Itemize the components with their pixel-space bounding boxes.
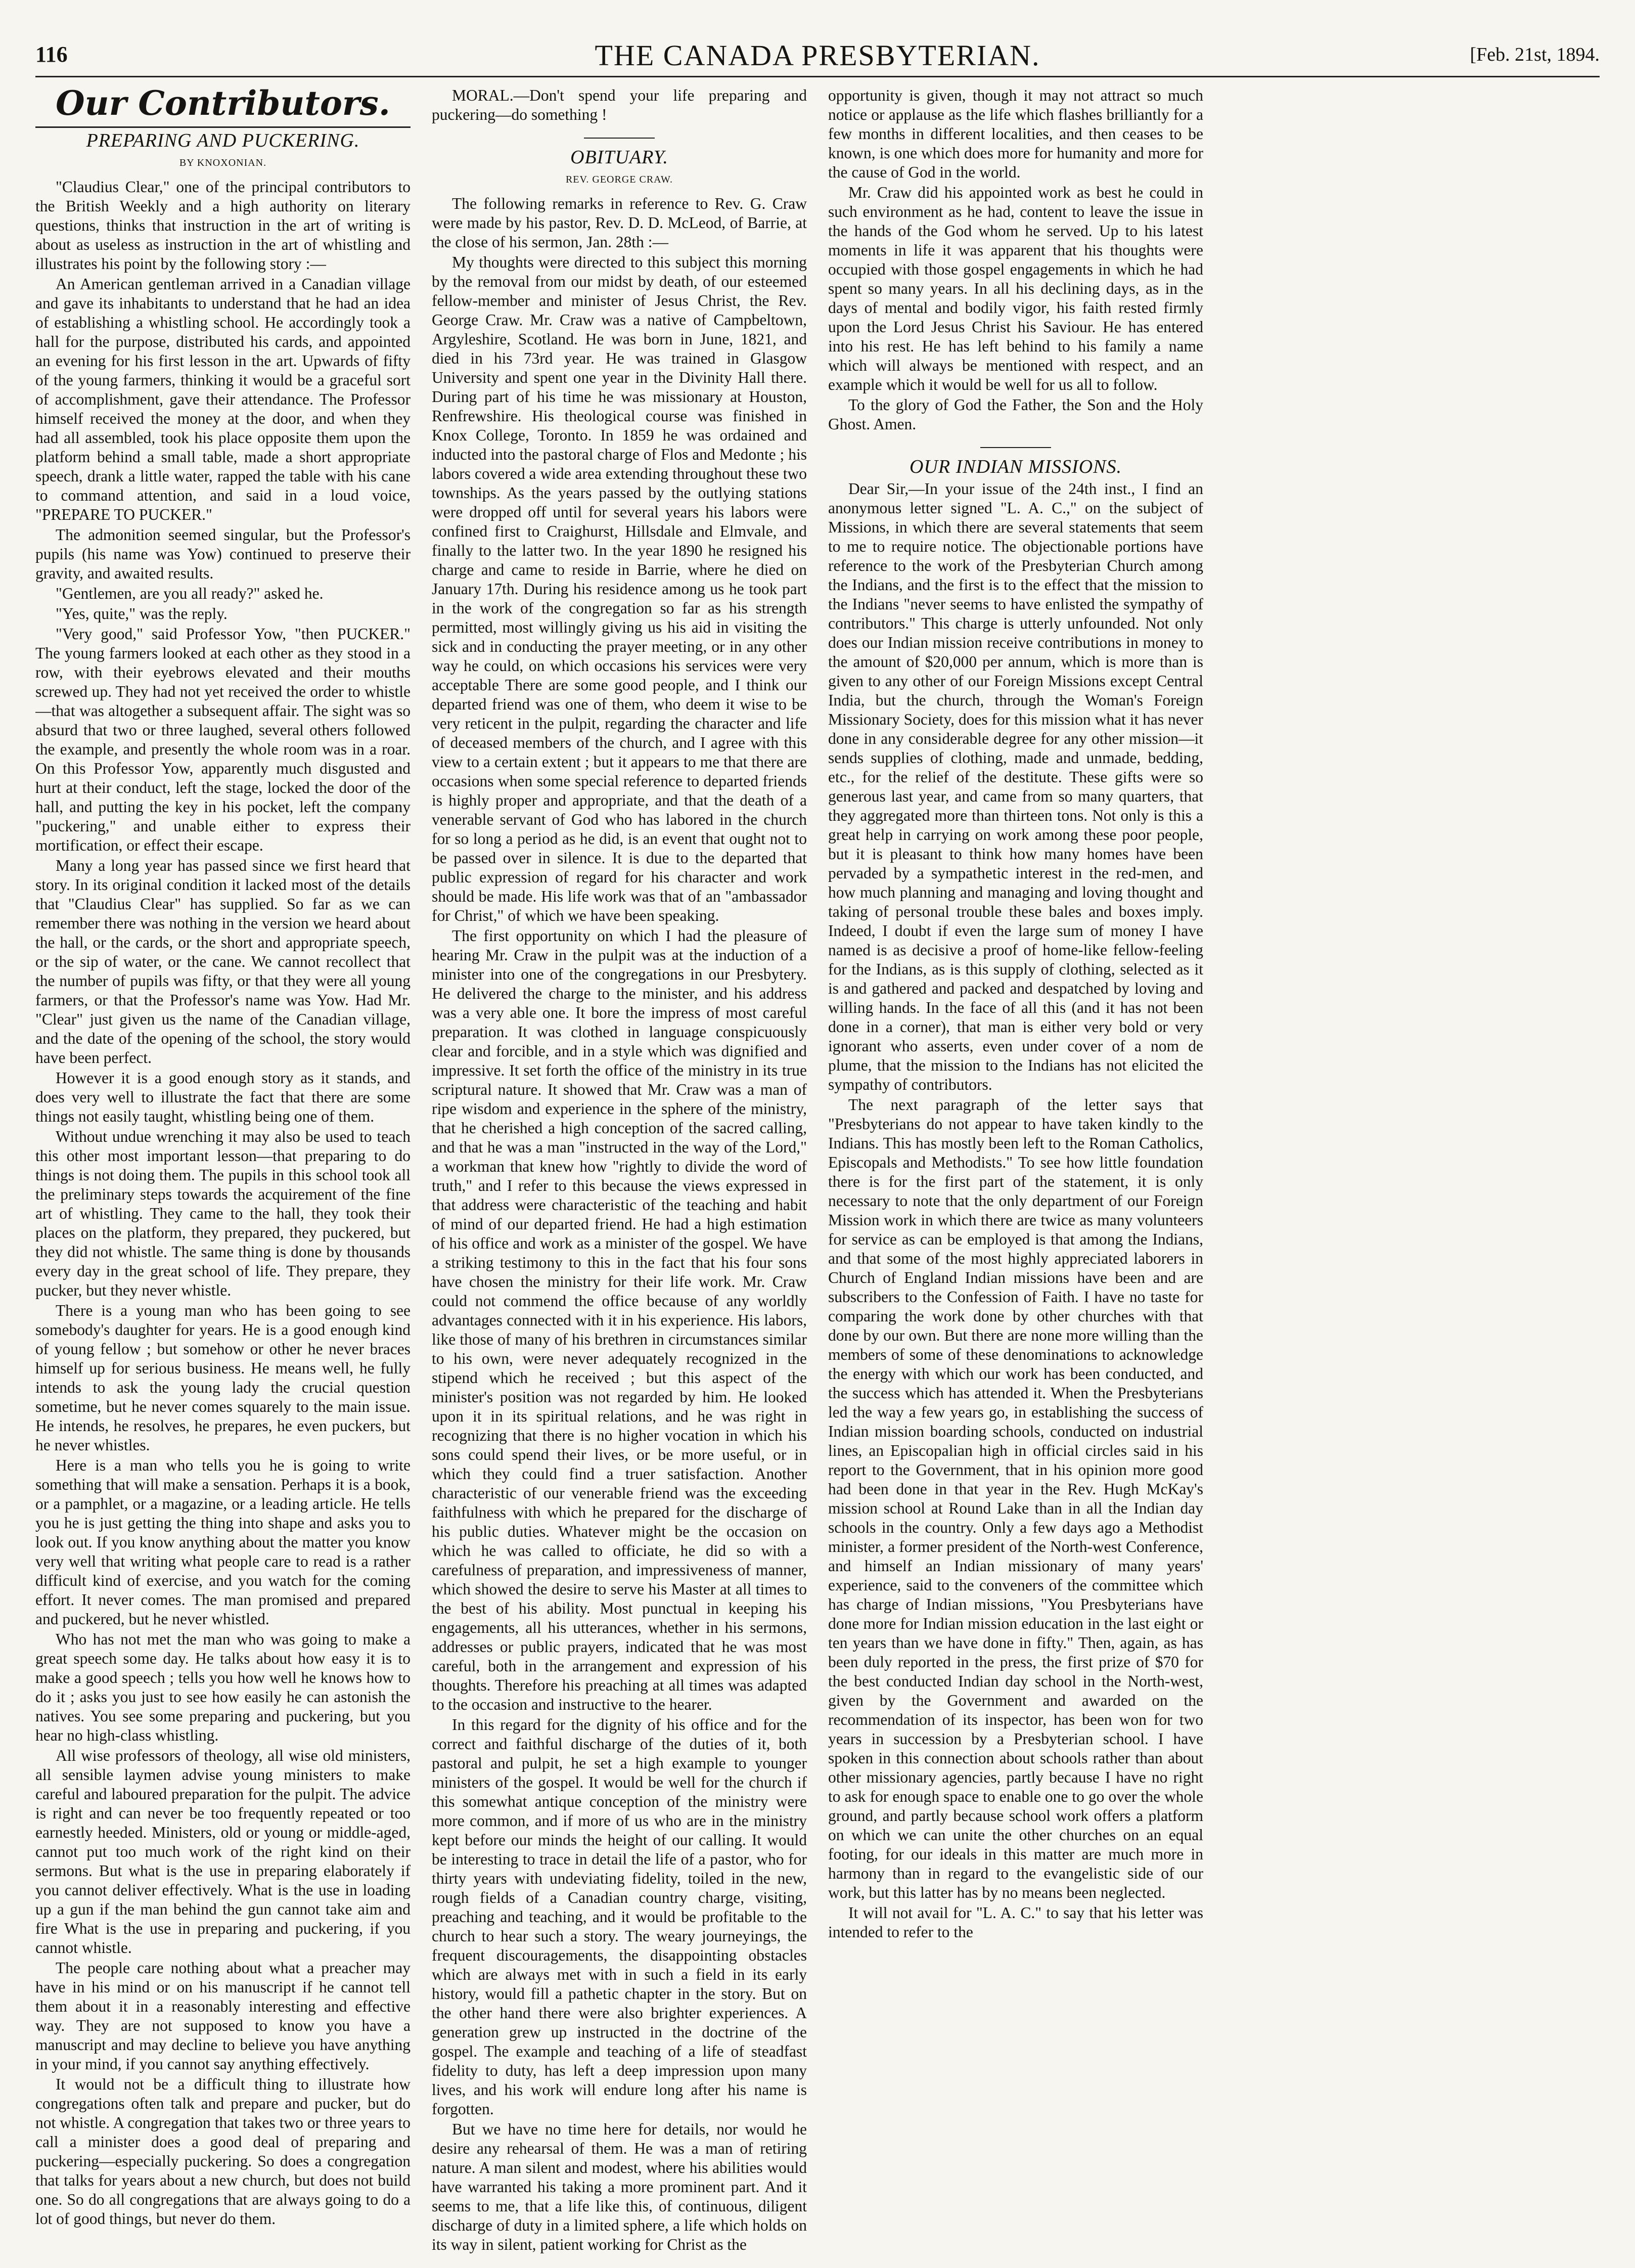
article-separator: [584, 138, 655, 139]
article-paragraph: "Claudius Clear," one of the principal contributors to the British Weekly and a high authority on literary questions, thinks that instruction in the art of writing is about as useless as instruction in the art of whistling and illustrates his point by the following story :—: [35, 178, 411, 273]
article-paragraph: The admonition seemed singular, but the Professor's pupils (his name was Yow) continued to preserve their gravity, and awaited results.: [35, 526, 411, 582]
article-paragraph: Who has not met the man who was going to make a great speech some day. He talks about how easy it is to make a good speech ; tells you how well he knows how to do it ; asks you just to see how easily he can astonish the natives. You see some preparing and puckering, but you hear no high-class whistling.: [35, 1630, 411, 1744]
article-paragraph: "Very good," said Professor Yow, "then PUCKER." The young farmers looked at each other as they stood in a row, with their eyebrows elevated and their mouths screwed up. They had not yet received the order to whistle—that was altogether a subsequent affair. The sight was so absurd that two or three laughed, several others followed the example, and presently the whole room was in a roar. On this Professor Yow, apparently much disgusted and hurt at their conduct, left the stage, locked the door of the hall, and putting the key in his pocket, left the company "puckering," and unable either to express their mortification, or effect their escape.: [35, 625, 411, 854]
article-byline: BY KNOXONIAN.: [179, 157, 267, 168]
moral-label: MORAL.: [452, 86, 514, 104]
article-paragraph: It will not avail for "L. A. C." to say that his letter was intended to refer to the: [828, 1904, 1203, 1941]
article-paragraph: Without undue wrenching it may also be used to teach this other most important lesson—that preparing to do things is not doing them. The pupils in this school took all the preliminary steps towards the acquirement of the fine art of whistling. They came to the hall, they took their places on the platform, they prepared, they puckered, but they did not whistle. The same thing is done by thousands every day in the great school of life. They prepare, they pucker, but they never whistle.: [35, 1128, 411, 1299]
article-paragraph: Many a long year has passed since we first heard that story. In its original condition it lacked most of the details that "Claudius Clear" has supplied. So far as we can remember there was nothing in the version we heard about the hall, or the cards, or the short and appropriate speech, or the sip of water, or the cane. We cannot recollect that the number of pupils was fifty, or that they were all young farmers, or that the Professor's name was Yow. Had Mr. "Clear" just given us the name of the Canadian village, and the date of the opening of the school, the story would have been perfect.: [35, 857, 411, 1066]
column-4: [1224, 86, 1600, 2258]
column-3: [828, 86, 1203, 2258]
article-byline: REV. GEORGE CRAW.: [565, 174, 673, 185]
article-paragraph: To the glory of God the Father, the Son and the Holy Ghost. Amen.: [828, 396, 1203, 433]
article-paragraph: All wise professors of theology, all wise old ministers, all sensible laymen advise young ministers to make careful and laboured preparation for the pulpit. The advice is right and can never be too frequently repeated or too earnestly heeded. Ministers, old or young or middle-aged, cannot put too much work of the right kind on their sermons. But what is the use in preparing elaborately if you cannot deliver effectively. What is the use in loading up a gun if the man behind the gun cannot take aim and fire What is the use in preparing and puckering, if you cannot whistle.: [35, 1747, 411, 1956]
masthead: [35, 35, 1600, 77]
article-paragraph: The following remarks in reference to Rev. G. Craw were made by his pastor, Rev. D. D. McLeod, of Barrie, at the close of his sermon, Jan. 28th :—: [432, 195, 807, 251]
article-title: OBITUARY.: [570, 147, 668, 168]
article-paragraph: An American gentleman arrived in a Canadian village and gave its inhabitants to understand that he had an idea of establishing a whistling school. He accordingly took a hall for the purpose, distributed his cards, and appointed an evening for his first lesson in the art. Upwards of fifty of the young farmers, thinking it would be a graceful sort of accomplishment, gave their attendance. The Professor himself received the money at the door, and when they had all assembled, took his place opposite them upon the platform behind a small table, made a short appropriate speech, drank a little water, rapped the table with his cane to command attention, and said in a loud voice, "PREPARE TO PUCKER.": [35, 275, 411, 523]
article-paragraph: My thoughts were directed to this subject this morning by the removal from our midst by death, of our esteemed fellow-member and minister of Jesus Christ, the Rev. George Craw. Mr. Craw was a native of Campbeltown, Argyleshire, Scotland. He was born in June, 1821, and died in his 73rd year. He was trained in Glasgow University and spent one year in the Divinity Hall there. During part of his time he was missionary at Houston, Renfrewshire. His theological course was finished in Knox College, Toronto. In 1859 he was ordained and inducted into the pastoral charge of Flos and Medonte ; his labors covered a wide area extending throughout these two townships. As the years passed by the outlying stations were dropped off until for several years his labors were confined first to Craighurst, Hillsdale and Elmvale, and finally to the latter two. In the year 1890 he resigned his charge and came to reside in Barrie, where he died on January 17th. During his residence among us he took part in the work of the congregation so far as his strength permitted, most willingly giving us his aid in visiting the sick and in conducting the prayer meeting, or in any other way he could, on which occasions his services were very acceptable There are some good people, and I think our departed friend was one of them, who deem it wise to be very reticent in the pulpit, regarding the character and life of deceased members of the church, and I agree with this view to a certain extent ; but it appears to me that there are occasions when some special reference to departed friends is highly proper and appropriate, and that the death of a venerable servant of God who has labored in the church for so long a period as he did, is an event that ought not to be passed over in silence. It is due to the departed that public expression of regard for his character and work should be made. His life work was that of an "ambassador for Christ," of which we have been speaking.: [432, 253, 807, 924]
moral-text: —Don't spend your life preparing and puckering—do something !: [432, 86, 807, 123]
article-moral: [432, 86, 807, 124]
article-paragraph: "Gentlemen, are you all ready?" asked he.: [56, 585, 324, 602]
text-columns: [35, 86, 1600, 2258]
column-2: [432, 86, 807, 2258]
article-paragraph: Here is a man who tells you he is going to write something that will make a sensation. Perhaps it is a book, or a pamphlet, or a magazine, or a leading article. He tells you he is just getting the thing into shape and asks you to look out. If you know anything about the matter you know very well that writing what people care to read is a rather difficult kind of exercise, and you watch for the coming effort. It never comes. The man promised and prepared and puckered, but he never whistled.: [35, 1456, 411, 1628]
article-title: PREPARING AND PUCKERING.: [86, 130, 360, 151]
article-paragraph: Mr. Craw did his appointed work as best he could in such environment as he had, content to leave the issue in the hands of the God whom he served. Up to his latest moments in life it was apparent that his thoughts were occupied with those gospel engagements in which he had spent so many years. In all his declining days, as in the days of mental and bodily vigor, his faith rested firmly upon the Lord Jesus Christ his Saviour. He has entered into his rest. He has left behind to his family a name which will always be mentioned with respect, and an example which it would be well for us all to follow.: [828, 184, 1203, 393]
article-paragraph: The people care nothing about what a preacher may have in his mind or on his manuscript if he cannot tell them about it in a reasonably interesting and effective way. They are not supposed to know you have a manuscript and may decline to believe you have anything in your mind, if you cannot say anything effectively.: [35, 1959, 411, 2073]
article-paragraph: opportunity is given, though it may not attract so much notice or applause as the life which flashes brilliantly for a few months in different localities, and then ceases to be known, is one which does more for humanity and more for the cause of God in the world.: [828, 86, 1203, 181]
section-heading: Our Contributors.: [56, 86, 390, 123]
article-paragraph: There is a young man who has been going to see somebody's daughter for years. He is a good enough kind of young fellow ; but somehow or other he never braces himself up for serious business. He means well, he fully intends to ask the young lady the crucial question sometime, but he never comes squarely to the main issue. He intends, he resolves, he prepares, he even puckers, but he never whistles.: [35, 1302, 411, 1454]
article-paragraph: The first opportunity on which I had the pleasure of hearing Mr. Craw in the pulpit was at the induction of a minister into one of the congregations in our Presbytery. He delivered the charge to the minister, and his address was a very able one. It bore the impress of most careful preparation. It was clothed in language conspicuously clear and forcible, and in a style which was dignified and impressive. It set forth the office of the ministry in its true scriptural nature. It showed that Mr. Craw was a man of ripe wisdom and experience in the sphere of the ministry, that he cherished a high conception of the sacred calling, and that he was a man "instructed in the way of the Lord," a workman that knew how "rightly to divide the word of truth," and I refer to this because the views expressed in that address were characteristic of the teaching and habit of mind of our departed friend. He had a high estimation of his office and work as a minister of the gospel. We have a striking testimony to this in the fact that his four sons have chosen the ministry for their life work. Mr. Craw could not commend the office because of any worldly advantages connected with it in his experience. His labors, like those of many of his brethren in circumstances similar to his own, were never adequately recognized in the stipend which he received ; but this aspect of the minister's position was not regarded by him. He looked upon it in its spiritual relations, and he was right in recognizing that there is no higher vocation in which his sons could spend their lives, or be more useful, or in which they could find a truer satisfaction. Another characteristic of our venerable friend was the exceeding faithfulness with which he prepared for the discharge of his public duties. Whatever might be the occasion on which he was called to officiate, he did so with a carefulness of preparation, and impressiveness of manner, which showed the desire to serve his Master at all times to the best of his ability. Most punctual in keeping his engagements, all his utterances, whether in his sermons, addresses or public prayers, indicated that he was most careful, both in the arrangement and expression of his thoughts. Therefore his preaching at all times was adapted to the occasion and instructive to the hearer.: [432, 927, 807, 1713]
article-paragraph: The next paragraph of the letter says that "Presbyterians do not appear to have taken kindly to the Indians. This has mostly been left to the Roman Catholics, Episcopals and Methodists." To see how little foundation there is for the first part of the statement, it is only necessary to note that the only department of our Foreign Mission work in which there are twice as many volunteers for service as can be employed is that among the Indians, and that some of the most highly appreciated laborers in Church of England Indian missions have been and are subscribers to the Confession of Faith. I have no taste for comparing the work done by other churches with that done by our own. But there are none more willing than the members of some of these denominations to acknowledge the energy with which our work has been conducted, and the success which has attended it. When the Presbyterians led the way a few years go, in establishing the success of Indian mission boarding schools, conducted on industrial lines, an Episcopalian high in official circles said in his report to the Government, that in his opinion more good had been done in that year in the Rev. Hugh McKay's mission school at Round Lake than in all the Indian day schools in the country. Only a few days ago a Methodist minister, a former president of the North-west Conference, and himself an Indian missionary of many years' experience, said to the conveners of the committee which has charge of Indian missions, "You Presbyterians have done more for Indian mission education in the last eight or ten years than we have done in fifty." Then, again, as has been duly reported in the press, the first prize of $70 for the best conducted Indian day school in the North-west, given by the Government and awarded on the recommendation of its inspector, has been won for two years in succession by a Presbyterian school. I have spoken in this connection about schools rather than about other missionary agencies, partly because I have no right to ask for enough space to enable one to go over the whole ground, and partly because school work offers a platform on which we can unite the other churches on an equal footing, for our ideals in this matter are much more in harmony than in regard to the evangelistic side of our work, but this latter has by no means been neglected.: [828, 1096, 1203, 1901]
column-1: [35, 86, 411, 2258]
article-paragraph: "Yes, quite," was the reply.: [56, 605, 228, 622]
article-paragraph: But we have no time here for details, nor would he desire any rehearsal of them. He was a man of retiring nature. A man silent and modest, where his abilities would have warranted his taking a more prominent part. And it seems to me, that a life like this, of continuous, diligent discharge of duty in a limited sphere, a life which holds on its way in silent, patient working for Christ as the: [432, 2120, 807, 2253]
article-paragraph: Dear Sir,—In your issue of the 24th inst., I find an anonymous letter signed "L. A. C.," on the subject of Missions, in which there are several statements that seem to me to require notice. The objectionable portions have reference to the work of the Presbyterian Church among the Indians, and the first is to the effect that the mission to the Indians "never seems to have enlisted the sympathy of contributors." This charge is utterly unfounded. Not only does our Indian mission receive contributions in money to the amount of $20,000 per annum, which is more than is given to any other of our Foreign Missions except Central India, but the church, through the Woman's Foreign Missionary Society, does for this mission what it has never done in any considerable degree for any other mission—it sends supplies of clothing, made and unmade, bedding, etc., for the relief of the destitute. These gifts were so generous last year, and came from so many quarters, that they aggregated more than thirteen tons. Not only is this a great help in carrying on work among these poor people, but it is pleasant to think how many homes have been pervaded by a sympathetic interest in the red-men, and how much planning and managing and loving thought and taking of personal trouble these bales and boxes imply. Indeed, I doubt if even the large sum of money I have named is as decisive a proof of home-like fellow-feeling for the Indians, as is this supply of clothing, selected as it is and gathered and packed and despatched by loving and willing hands. In the face of all this (and it has not been done in a corner), that man is either very bold or very ignorant who asserts, even under cover of a nom de plume, that the mission to the Indians has not elicited the sympathy of contributors.: [828, 480, 1203, 1093]
article-paragraph: However it is a good enough story as it stands, and does very well to illustrate the fact that there are some things not easily taught, whistling being one of them.: [35, 1069, 411, 1125]
article-paragraph: In this regard for the dignity of his office and for the correct and faithful discharge of the duties of it, both pastoral and pulpit, he set a high example to younger ministers of the gospel. It would be well for the church if this somewhat antique conception of the ministry were more common, and if more of us who are in the ministry kept before our minds the height of our calling. It would be interesting to trace in detail the life of a pastor, who for thirty years with undeviating fidelity, toiled in the new, rough fields of a Canadian country charge, visiting, preaching and teaching, and it would be profitable to the church to hear such a story. The weary journeyings, the frequent discouragements, the disappointing obstacles which are always met with in such a field in its early history, would fill a pathetic chapter in the story. But on the other hand there were also brighter experiences. A generation grew up instructed in the doctrine of the gospel. The example and teaching of a life of steadfast fidelity to duty, has left a deep impression upon many lives, and his work will endure long after his name is forgotten.: [432, 1716, 807, 2118]
issue-date: [Feb. 21st, 1894.: [1470, 44, 1600, 65]
publication-title: THE CANADA PRESBYTERIAN.: [595, 39, 1040, 72]
article-paragraph: It would not be a difficult thing to illustrate how congregations often talk and prepare and pucker, but do not whistle. A congregation that takes two or three years to call a minister does a good deal of preparing and puckering—especially puckering. So does a congregation that talks for years about a new church, but does not build one. So do all congregations that are always going to do a lot of good things, but never do them.: [35, 2075, 411, 2228]
article-separator: [980, 447, 1051, 448]
section-rule: [35, 126, 411, 128]
page-number: 116: [35, 42, 68, 67]
article-title: OUR INDIAN MISSIONS.: [909, 456, 1122, 477]
